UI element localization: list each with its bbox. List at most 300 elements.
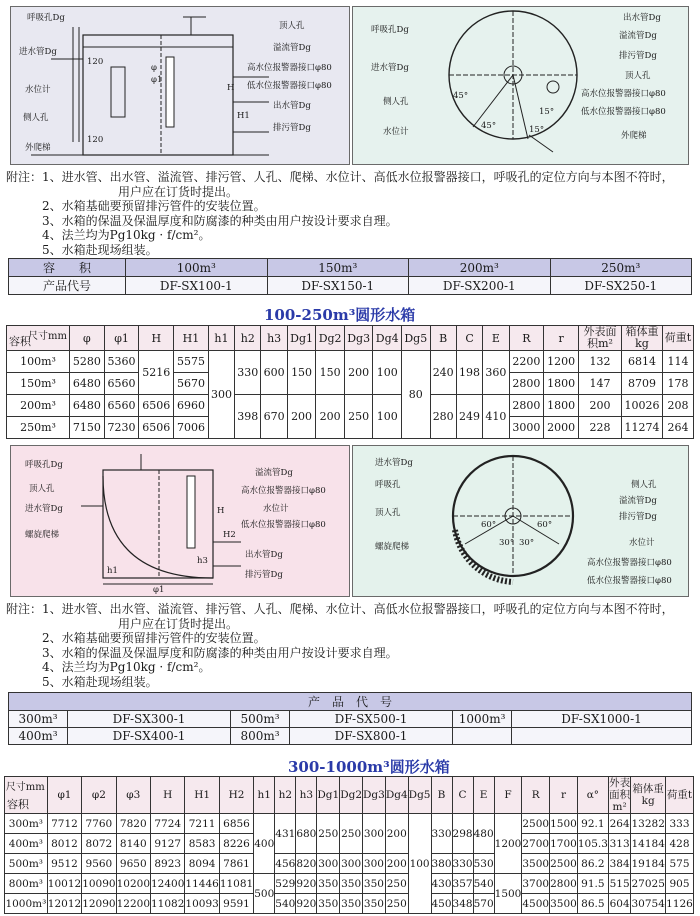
angle-60-a: 60°: [481, 520, 497, 530]
note-2: 2、水箱基础要预留排污管件的安装位置。: [42, 631, 266, 646]
table-row: [5, 874, 694, 894]
table-cell: 9127: [151, 834, 185, 854]
dim-h1: h1: [107, 566, 118, 576]
table-cell: 11081: [219, 874, 253, 894]
table-cell: 5670: [174, 373, 209, 395]
table-cell: 298: [452, 814, 473, 854]
col-header: 外表面积m²: [609, 777, 631, 813]
col-header: H2: [219, 777, 253, 814]
col-header: H: [139, 326, 174, 351]
table-cell: 178: [663, 373, 694, 395]
table-cell: 200m³: [7, 395, 70, 417]
table-cell: 6814: [622, 351, 663, 373]
table-cell: 100: [408, 814, 431, 914]
label-spiral-ladder: 螺旋爬梯: [375, 542, 410, 552]
table-cell: 540: [275, 894, 296, 914]
label-breath-hole: 呼吸孔Dg: [27, 13, 65, 23]
table-cell: 350: [363, 894, 386, 914]
table-cell: 575: [666, 854, 694, 874]
table-cell: 680: [296, 814, 317, 854]
table-cell: DF-SX800-1: [290, 728, 453, 745]
table-cell: 200: [579, 395, 622, 417]
table-cell: 428: [666, 834, 694, 854]
table-cell: 300: [363, 814, 386, 854]
col-header: Dg3: [344, 326, 373, 351]
table-cell: 150: [316, 351, 345, 395]
dim-phi1: φ1: [153, 585, 165, 595]
label-overflow-pipe: 溢流管Dg: [273, 43, 311, 53]
table-cell: 540: [473, 874, 494, 894]
col-header: 箱体重kg: [631, 777, 666, 814]
dim-120-top: 120: [87, 57, 104, 67]
label-outer-ladder: 外爬梯: [621, 131, 647, 141]
table-cell: 6506: [139, 417, 174, 439]
table-cell: 410: [483, 395, 509, 439]
table-cell: 670: [261, 395, 287, 439]
note-3: 3、水箱的保温及保温厚度和防腐漆的种类由用户按设计要求自理。: [42, 213, 398, 228]
table-cell: 529: [275, 874, 296, 894]
table-cell: 800m³: [231, 728, 290, 745]
table-cell: 264: [663, 417, 694, 439]
col-header: φ: [70, 326, 105, 351]
table-cell: 12012: [47, 894, 81, 914]
note-5: 5、水箱赴现场组装。: [42, 242, 158, 257]
label-high-level-port: 高水位报警器接口φ80: [247, 63, 332, 73]
table-cell: 10200: [116, 874, 150, 894]
table-cell: 5575: [174, 351, 209, 373]
table-cell: 4500: [522, 894, 550, 914]
col-header: Dg3: [363, 777, 386, 814]
table-cell: 1000m³: [453, 711, 512, 728]
table-cell: 300: [208, 351, 234, 439]
table-cell: 1700: [550, 834, 578, 854]
label-low-level-port: 低水位报警器接口φ80: [581, 107, 666, 117]
table-cell: 430: [431, 874, 452, 894]
table-cell: 1800: [544, 373, 579, 395]
table-cell: 6560: [104, 395, 139, 417]
code-cell: DF-SX150-1: [267, 277, 409, 295]
table-cell: 357: [452, 874, 473, 894]
section-title-300-1000: 300-1000m³圆形水箱: [288, 758, 450, 776]
table-cell: 3500: [522, 854, 550, 874]
corner-top: 尺寸mm: [5, 782, 45, 793]
table-cell: 1500: [550, 814, 578, 834]
angle-60-b: 60°: [537, 520, 553, 530]
code-label: 产品代号: [9, 277, 126, 295]
table-cell: 515: [608, 874, 630, 894]
spec-table-1: [6, 325, 694, 439]
table-cell: 8226: [219, 834, 253, 854]
col-header: F: [494, 777, 522, 814]
table-cell: 380: [431, 854, 452, 874]
col-header: R: [522, 777, 550, 814]
angle-45-b: 45°: [481, 121, 497, 131]
table-cell: 7712: [47, 814, 81, 834]
col-header: φ2: [82, 777, 116, 814]
table-cell: 250: [385, 874, 408, 894]
table-cell: 313: [608, 834, 630, 854]
col-header: φ1: [104, 326, 139, 351]
table-cell: 8140: [116, 834, 150, 854]
table-cell: 920: [296, 894, 317, 914]
table-cell: 132: [579, 351, 622, 373]
table-cell: 11274: [622, 417, 663, 439]
label-breath-hole: 呼吸孔Dg: [371, 25, 409, 35]
label-side-manhole: 侧人孔: [23, 113, 49, 123]
table-cell: 500: [254, 874, 275, 914]
table-cell: 6560: [104, 373, 139, 395]
table-cell: 350: [340, 874, 363, 894]
table-cell: 384: [608, 854, 630, 874]
table-cell: 350: [317, 894, 340, 914]
table-cell: 8583: [185, 834, 219, 854]
table-cell: 2700: [522, 834, 550, 854]
col-header: 荷重t: [663, 326, 694, 351]
label-level-gauge: 水位计: [629, 538, 655, 548]
label-overflow-pipe: 溢流管Dg: [619, 31, 657, 41]
notes-head: 附注：: [6, 170, 43, 184]
label-low-level-port: 低水位报警器接口φ80: [241, 520, 326, 530]
table-cell: DF-SX1000-1: [512, 711, 692, 728]
table-cell: 6480: [70, 373, 105, 395]
table-cell: 604: [608, 894, 630, 914]
table-cell: 1500: [494, 874, 522, 914]
table-cell: 431: [275, 814, 296, 854]
volume-cell: 200m³: [409, 259, 551, 277]
code-cell: DF-SX250-1: [550, 277, 692, 295]
label-level-gauge: 水位计: [383, 127, 409, 137]
table-cell: DF-SX400-1: [68, 728, 231, 745]
table-cell: 5216: [139, 351, 174, 395]
volume-cell: 100m³: [126, 259, 268, 277]
col-header: φ1: [47, 777, 81, 814]
note-4: 4、法兰均为Pg10kg · f/cm²。: [42, 228, 211, 243]
table-cell: 920: [296, 874, 317, 894]
label-outlet-pipe: 出水管Dg: [245, 550, 283, 560]
col-header: 外表面积m²: [579, 326, 622, 351]
table-cell: 147: [579, 373, 622, 395]
table-cell: 198: [456, 351, 482, 395]
table-cell: 12400: [151, 874, 185, 894]
table-cell: 330: [452, 854, 473, 874]
diagram-plan-300-1000: [352, 445, 689, 597]
label-level-gauge: 水位计: [25, 85, 51, 95]
col-header: r: [544, 326, 579, 351]
note-3: 3、水箱的保温及保温厚度和防腐漆的种类由用户按设计要求自理。: [42, 645, 398, 660]
table-cell: 8709: [622, 373, 663, 395]
table-cell: 250: [385, 894, 408, 914]
table-cell: 5360: [104, 351, 139, 373]
table-cell: 200: [287, 395, 316, 439]
table-cell: 13282: [631, 814, 666, 834]
table-cell: 250m³: [7, 417, 70, 439]
table-cell: 400m³: [9, 728, 68, 745]
table-cell: 300: [340, 854, 363, 874]
label-high-level-port: 高水位报警器接口φ80: [581, 89, 666, 99]
label-inlet-pipe: 进水管Dg: [25, 504, 63, 514]
dim-h3: h3: [197, 556, 208, 566]
col-header: E: [483, 326, 509, 351]
col-header: H1: [174, 326, 209, 351]
table-cell: 249: [456, 395, 482, 439]
table-cell: 6506: [139, 395, 174, 417]
col-header: Dg4: [385, 777, 408, 814]
table-cell: 600: [261, 351, 287, 395]
table-cell: 2200: [509, 351, 544, 373]
label-outlet-pipe: 出水管Dg: [623, 13, 661, 23]
dim-H2: H2: [223, 530, 236, 540]
code-header: 产 品 代 号: [9, 693, 692, 711]
table-cell: 228: [579, 417, 622, 439]
col-header: h1: [254, 777, 275, 814]
label-inlet-pipe: 进水管Dg: [375, 458, 413, 468]
table-cell: 9560: [82, 854, 116, 874]
table-cell: 2800: [550, 874, 578, 894]
table-cell: 300m³: [9, 711, 68, 728]
col-header: Dg4: [373, 326, 402, 351]
table-cell: 2000: [544, 417, 579, 439]
table-cell: 1000m³: [5, 894, 48, 914]
table-cell: 9512: [47, 854, 81, 874]
label-top-manhole: 顶人孔: [625, 71, 651, 81]
label-inlet-pipe: 进水管Dg: [371, 63, 409, 73]
col-header: R: [509, 326, 544, 351]
label-inlet-pipe: 进水管Dg: [19, 47, 57, 57]
label-drain-pipe: 排污管Dg: [273, 123, 311, 133]
label-top-manhole: 顶人孔: [29, 484, 55, 494]
label-drain-pipe: 排污管Dg: [619, 512, 657, 522]
table-cell: 114: [663, 351, 694, 373]
table-cell: 300: [363, 854, 386, 874]
table-cell: 8094: [185, 854, 219, 874]
notes-section-2: [6, 602, 696, 690]
note-2: 2、水箱基础要预留排污管件的安装位置。: [42, 199, 266, 214]
table-cell: 80: [401, 351, 430, 439]
table-cell: 14184: [631, 834, 666, 854]
table-cell: 7760: [82, 814, 116, 834]
col-header: E: [473, 777, 494, 814]
table-cell: 10012: [47, 874, 81, 894]
table-cell: 30754: [631, 894, 666, 914]
table-cell: 300m³: [5, 814, 48, 834]
note-1-cont: 用户应在订货时提出。: [118, 616, 239, 631]
table-cell: 7724: [151, 814, 185, 834]
angle-45-a: 45°: [453, 91, 469, 101]
table-cell: 200: [344, 351, 373, 395]
table-cell: DF-SX500-1: [290, 711, 453, 728]
table-cell: 6856: [219, 814, 253, 834]
col-header: Dg2: [316, 326, 345, 351]
table-cell: 530: [473, 854, 494, 874]
col-header: H: [151, 777, 185, 814]
corner-cell: [5, 777, 48, 814]
table-cell: 3700: [522, 874, 550, 894]
table-cell: 10093: [185, 894, 219, 914]
table-cell: 400m³: [5, 834, 48, 854]
note-5: 5、水箱赴现场组装。: [42, 674, 158, 689]
table-cell: 6480: [70, 395, 105, 417]
table-cell: DF-SX300-1: [68, 711, 231, 728]
table-cell: 2800: [509, 373, 544, 395]
label-side-manhole: 侧人孔: [383, 97, 409, 107]
table-cell: 2500: [550, 854, 578, 874]
table-cell: 11082: [151, 894, 185, 914]
dim-H1: H1: [237, 111, 250, 121]
corner-cell: [7, 326, 70, 351]
table-cell: 350: [363, 874, 386, 894]
table-row: [7, 395, 694, 417]
col-header: 荷重t: [666, 777, 694, 814]
table-cell: 500m³: [231, 711, 290, 728]
diagram-elevation-100-250: [10, 6, 350, 165]
note-4: 4、法兰均为Pg10kg · f/cm²。: [42, 660, 211, 675]
col-header: φ3: [116, 777, 150, 814]
volume-label: 容 积: [9, 259, 126, 277]
table-cell: 9591: [219, 894, 253, 914]
col-header: Dg5: [401, 326, 430, 351]
label-outlet-pipe: 出水管Dg: [273, 101, 311, 111]
table-cell: 264: [608, 814, 630, 834]
angle-15-b: 15°: [529, 125, 545, 135]
table-cell: 820: [296, 854, 317, 874]
table-cell: 1200: [544, 351, 579, 373]
col-header: Dg1: [287, 326, 316, 351]
table-cell: 348: [452, 894, 473, 914]
table-cell: 360: [483, 351, 509, 395]
table-cell: 570: [473, 894, 494, 914]
col-header: B: [431, 777, 452, 814]
table-cell: 7820: [116, 814, 150, 834]
table-cell: 11446: [185, 874, 219, 894]
angle-30-a: 30°: [499, 538, 515, 548]
table-row: [5, 814, 694, 834]
label-side-manhole: 侧人孔: [631, 480, 657, 490]
table-cell: 350: [340, 894, 363, 914]
table-row: [9, 711, 692, 728]
table-cell: 7230: [104, 417, 139, 439]
label-overflow-pipe: 溢流管Dg: [255, 468, 293, 478]
col-header: C: [452, 777, 473, 814]
table-cell: 100m³: [7, 351, 70, 373]
product-code-table-2: [8, 692, 692, 745]
table-cell: 7006: [174, 417, 209, 439]
table-cell: 905: [666, 874, 694, 894]
table-cell: 7211: [185, 814, 219, 834]
table-cell: 10090: [82, 874, 116, 894]
dim-H: H: [227, 83, 235, 93]
note-1-cont: 用户应在订货时提出。: [118, 184, 239, 199]
table-cell: 480: [473, 814, 494, 854]
table-cell: 450: [431, 894, 452, 914]
table-cell: 105.3: [577, 834, 608, 854]
dim-phi1: φ1: [151, 75, 163, 85]
table-cell: 2800: [509, 395, 544, 417]
corner-top: 尺寸mm: [28, 331, 67, 342]
table-cell: 250: [317, 814, 340, 854]
volume-cell: 250m³: [550, 259, 692, 277]
col-header: B: [430, 326, 456, 351]
col-header: Dg1: [317, 777, 340, 814]
code-cell: DF-SX100-1: [126, 277, 268, 295]
table-cell: 3000: [509, 417, 544, 439]
dim-H: H: [217, 506, 225, 516]
label-top-manhole: 顶人孔: [375, 508, 401, 518]
table-cell: 5280: [70, 351, 105, 373]
table-cell: 330: [235, 351, 261, 395]
label-breath-hole: 呼吸孔: [375, 480, 401, 490]
table-cell: 150: [287, 351, 316, 395]
dim-120-bottom: 120: [87, 135, 104, 145]
label-top-manhole: 顶人孔: [279, 21, 305, 31]
table-cell: 1200: [494, 814, 522, 874]
table-cell: 92.1: [577, 814, 608, 834]
table-cell: 27025: [631, 874, 666, 894]
table-cell: 330: [431, 814, 452, 854]
table-cell: 86.5: [577, 894, 608, 914]
table-cell: 200: [385, 814, 408, 854]
label-outer-ladder: 外爬梯: [25, 143, 51, 153]
table-cell: 200: [316, 395, 345, 439]
table-cell: 8923: [151, 854, 185, 874]
table-cell: 9650: [116, 854, 150, 874]
table-cell: 100: [373, 351, 402, 395]
table-cell: 200: [385, 854, 408, 874]
corner-bottom: 容积: [7, 798, 29, 811]
table-cell: 400: [254, 814, 275, 874]
col-header: r: [550, 777, 578, 814]
table-row: [7, 351, 694, 373]
note-1: 1、进水管、出水管、溢流管、排污管、人孔、爬梯、水位计、高低水位报警器接口，呼吸孔的定位方向与本图不符时，: [42, 170, 674, 184]
table-cell: 100: [373, 395, 402, 439]
label-drain-pipe: 排污管Dg: [619, 51, 657, 61]
angle-15-a: 15°: [539, 107, 555, 117]
table-cell: 800m³: [5, 874, 48, 894]
table-cell: 91.5: [577, 874, 608, 894]
col-header: H1: [185, 777, 219, 814]
table-cell: [512, 728, 692, 745]
table-cell: 8012: [47, 834, 81, 854]
note-1: 1、进水管、出水管、溢流管、排污管、人孔、爬梯、水位计、高低水位报警器接口，呼吸孔的定位方向与本图不符时，: [42, 602, 674, 616]
notes-head: 附注：: [6, 602, 43, 616]
corner-bottom: 容积: [9, 335, 31, 348]
table-cell: 7150: [70, 417, 105, 439]
label-high-level-port: 高水位报警器接口φ80: [241, 486, 326, 496]
table-cell: 398: [235, 395, 261, 439]
table-cell: 2500: [522, 814, 550, 834]
table-cell: 7861: [219, 854, 253, 874]
table-cell: 240: [430, 351, 456, 395]
col-header: h1: [208, 326, 234, 351]
label-high-level-port: 高水位报警器接口φ80: [587, 558, 672, 568]
label-breath-hole: 呼吸孔Dg: [25, 460, 63, 470]
col-header: h2: [235, 326, 261, 351]
table-cell: 250: [340, 814, 363, 854]
table-row: [5, 894, 694, 914]
table-cell: 12090: [82, 894, 116, 914]
label-spiral-ladder: 螺旋爬梯: [25, 530, 60, 540]
table-cell: 6960: [174, 395, 209, 417]
diagram-elevation-300-1000: [10, 445, 350, 597]
dim-phi: φ: [151, 63, 157, 73]
table-cell: 350: [317, 874, 340, 894]
col-header: α°: [577, 777, 608, 814]
section-title-100-250: 100-250m³圆形水箱: [264, 306, 416, 324]
col-header: C: [456, 326, 482, 351]
col-header: h3: [296, 777, 317, 814]
label-low-level-port: 低水位报警器接口φ80: [587, 576, 672, 586]
table-cell: 500m³: [5, 854, 48, 874]
table-cell: 12200: [116, 894, 150, 914]
